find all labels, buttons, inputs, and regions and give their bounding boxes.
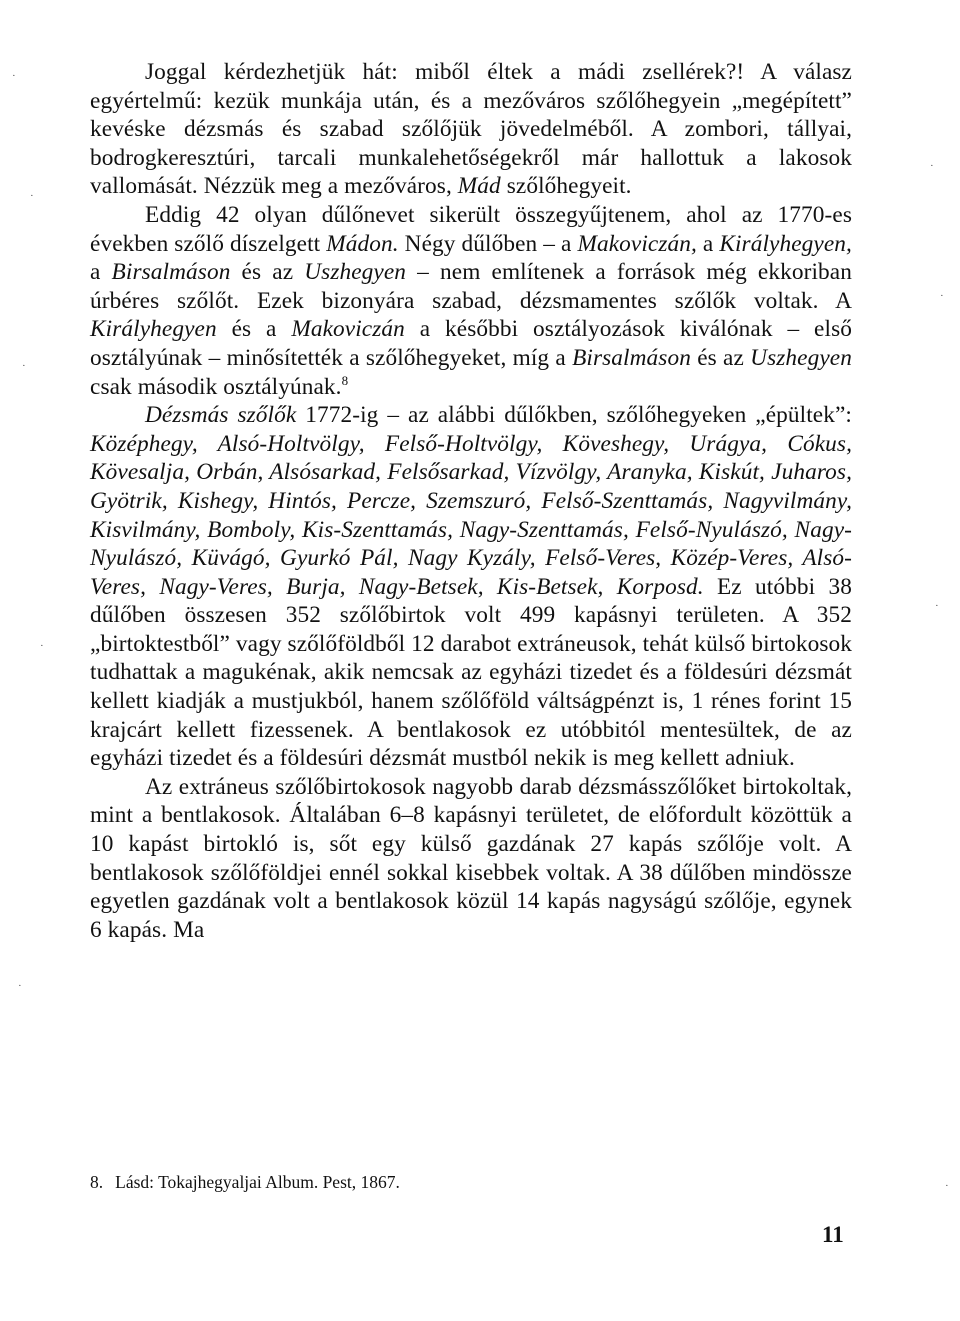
- body-text: [90, 58, 852, 944]
- text-run: a későbbi osztályozások kiválónak – első osztályúnak – minősítették a szőlőhegyeket, míg a: [90, 316, 852, 371]
- scan-speck: ·: [30, 190, 34, 202]
- page-number: 11: [822, 1222, 844, 1247]
- scan-speck: ·: [940, 290, 944, 302]
- italic-text: Középhegy, Alsó-Holtvölgy, Felső-Holtvölgy, Köveshegy, Urágya, Cókus, Kövesalja, Orbán, Alsósarkad, Felsősarkad, Vízvölgy, Aranyka, Kiskút, Juharos, Gyötrik, Kishegy, Hintós, Percze, Szemszuró, Felső-Szenttamás, Nagyvilmány, Kisvilmány, Bomboly, Kis-Szenttamás, Nagy-Szenttamás, Felső-Nyulászó, Nagy-Nyulászó, Küvágó, Gyurkó Pál, Nagy Kyzály, Felső-Veres, Közép-Veres, Alsó-Veres, Nagy-Veres, Burja, Nagy-Betsek, Kis-Betsek, Korposd.: [90, 430, 852, 600]
- text-run: csak második osztályúnak.: [90, 373, 342, 400]
- italic-text: Királyhegyen,: [719, 230, 852, 257]
- italic-text: Királyhegyen: [90, 316, 217, 343]
- footnote-text: Lásd: Tokajhegyaljai Album. Pest, 1867.: [115, 1172, 400, 1192]
- paragraph: [90, 401, 852, 773]
- italic-text: Mád: [457, 173, 501, 200]
- scan-speck: ·: [40, 640, 44, 652]
- italic-text: Uszhegyen: [750, 344, 852, 371]
- paragraph: [90, 773, 852, 945]
- italic-text: Birsalmáson: [572, 344, 691, 371]
- text-run: a: [90, 259, 112, 286]
- text-run: Négy dűlőben – a: [398, 230, 578, 257]
- footnote: [90, 1171, 790, 1193]
- paragraph: [90, 58, 852, 201]
- text-run: – nem említenek a források még ekkoriban úrbéres szőlőt. Ezek bizonyára szabad, dézsmamentes szőlők voltak. A: [90, 259, 852, 314]
- text-run: és az: [230, 259, 305, 286]
- footnote-ref: 8: [341, 372, 349, 388]
- text-run: Ez utóbbi 38 dűlőben összesen 352 szőlőbirtok volt 499 kapásnyi területen. A 352 „birtoktestből” vagy szőlőföldből 12 darabot extráneusok, tehát külső birtokosok tudhattak a magukénak, akik nemcsak az egyházi tizedet és a földesúri dézsmát kellett kiadják a mustjukból, hanem szőlőföld váltságpénzt is, 1 rénes forint 15 krajcárt kellett fizessenek. A bentlakosok ez utóbbitól mentesültek, de az egyházi tizedet és a földesúri dézsmát mustból nekik is meg kellett adniuk.: [90, 573, 852, 772]
- text-run: és az: [690, 344, 751, 371]
- italic-text: Birsalmáson: [111, 259, 231, 286]
- footnote-number: 8.: [90, 1172, 104, 1192]
- scan-speck: ·: [945, 1180, 949, 1192]
- text-run: Az extráneus szőlőbirtokosok nagyobb darab dézsmásszőlőket birtokoltak, mint a bentlakosok. Általában 6–8 kapásnyi területet, de előfordult közöttük a 10 kapást birtokló is, sőt egy külső gazdának 27 kapás szőlője volt. A bentlakosok szőlőföldjei ennél sokkal kisebbek voltak. A 38 dűlőben mindössze egyetlen gazdának volt a bentlakosok közül 14 kapás nagyságú szőlője, egynek 6 kapás. Ma: [90, 773, 852, 943]
- italic-text: Makoviczán: [291, 316, 405, 343]
- scan-speck: ·: [935, 600, 939, 612]
- scan-speck: ·: [930, 160, 934, 172]
- text-run: Eddig 42 olyan dűlőnevet sikerült összegyűjtenem, ahol az 1770-es években szőlő díszelgett: [90, 201, 852, 257]
- paragraph: [90, 201, 852, 401]
- text-run: Joggal kérdezhetjük hát: miből éltek a mádi zsellérek?! A válasz egyértelmű: kezük munkája után, és a mezőváros szőlőhegyein „megépített” kevéske dézsmás és szabad szőlőjük jövedelméből. A zombori, tállyai, bodrogkeresztúri, tarcali munkalehetőségekről már hallottuk a lakosok vallomását. Nézzük meg a mezőváros,: [90, 59, 852, 200]
- text-run: és a: [216, 316, 292, 343]
- italic-text: Dézsmás szőlők: [145, 402, 297, 429]
- scan-speck: ·: [18, 980, 22, 992]
- text-run: a: [696, 230, 720, 257]
- scan-speck: ·: [22, 360, 26, 372]
- italic-text: Mádon.: [326, 230, 399, 257]
- scan-speck: ·: [12, 70, 16, 82]
- text-run: szőlőhegyeit.: [500, 173, 632, 200]
- italic-text: Uszhegyen: [304, 259, 407, 286]
- italic-text: Makoviczán,: [577, 230, 697, 257]
- text-run: 1772-ig – az alábbi dűlőkben, szőlőhegyeken „épültek”:: [296, 402, 852, 429]
